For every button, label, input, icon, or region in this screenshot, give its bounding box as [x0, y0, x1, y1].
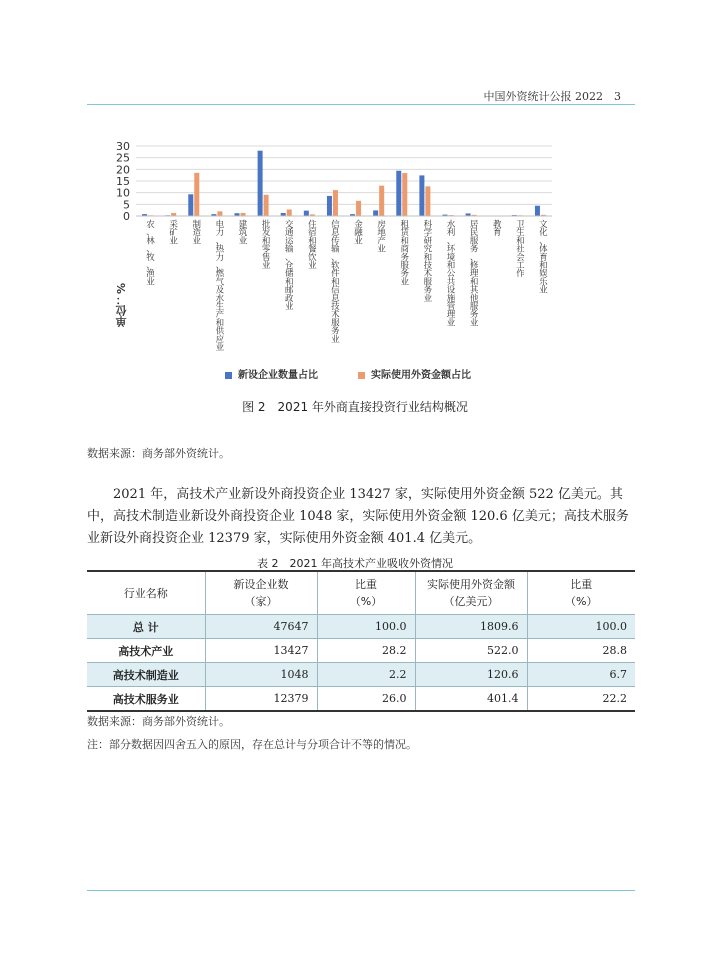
- category-label: 租赁和商务服务业: [400, 220, 410, 288]
- table-header-cell: 比重 （%）: [317, 571, 415, 615]
- table-cell: 28.8: [527, 639, 635, 663]
- footer-rule: [87, 890, 635, 891]
- figure-caption: 图 2 2021 年外商直接投资行业结构概况: [242, 400, 468, 414]
- bar-fdi-amount: [333, 190, 338, 216]
- table-cell-industry: 总 计: [87, 615, 205, 639]
- y-tick-label: 5: [123, 198, 130, 212]
- category-label: 金融业: [354, 220, 363, 247]
- bar-new-firms: [188, 194, 193, 216]
- category-label: 制造业: [192, 220, 202, 247]
- bar-fdi-amount: [425, 186, 430, 216]
- table-note: 注：部分数据因四舍五入的原因，存在总计与分项合计不等的情况。: [87, 738, 417, 751]
- category-label: 采矿业: [169, 220, 178, 247]
- table-cell: 12379: [205, 687, 317, 712]
- category-label: 农、林、牧、渔业: [146, 220, 155, 288]
- table-cell-industry: 高技术服务业: [87, 687, 205, 712]
- page-number: 3: [614, 90, 621, 103]
- table-row: [87, 663, 635, 687]
- table-cell: 13427: [205, 639, 317, 663]
- table-row: [87, 639, 635, 663]
- bar-new-firms: [396, 171, 401, 216]
- category-label: 居民服务、修理和其他服务业: [469, 220, 479, 329]
- category-label: 建筑业: [238, 220, 248, 247]
- table-header-cell: 行业名称: [87, 571, 205, 615]
- y-tick-label: 10: [116, 186, 130, 200]
- bar-fdi-amount: [287, 209, 292, 216]
- figure-source: 数据来源：商务部外资统计。: [87, 447, 230, 460]
- table-cell: 522.0: [415, 639, 527, 663]
- bar-fdi-amount: [379, 186, 384, 216]
- legend-item-new-firms: 新设企业数量占比: [225, 366, 318, 381]
- table-cell: 1809.6: [415, 615, 527, 639]
- bar-new-firms: [419, 175, 424, 216]
- table-cell: 2.2: [317, 663, 415, 687]
- legend-swatch-orange: [358, 372, 365, 379]
- bar-fdi-amount: [356, 201, 361, 216]
- bar-fdi-amount: [217, 211, 222, 216]
- category-label: 水利、环境和公共设施管理业: [446, 220, 456, 329]
- category-label: 文化、体育和娱乐业: [539, 220, 548, 296]
- category-label: 电力、热力、燃气及水生产和供应业: [215, 220, 225, 353]
- table-cell: 1048: [205, 663, 317, 687]
- body-paragraph: 2021 年，高技术产业新设外商投资企业 13427 家，实际使用外资金额 522 亿美元。其中，高技术制造业新设外商投资企业 1048 家，实际使用外资金额 120.6 亿美元；高技术服务业新设外商投资企业 12379 家，实际使用外资金额 401.4 亿美元。: [87, 487, 629, 546]
- y-tick-label: 15: [116, 175, 130, 188]
- category-label: 房地产业: [377, 220, 386, 255]
- legend-swatch-blue: [225, 372, 232, 379]
- y-tick-label: 25: [116, 151, 130, 165]
- high-tech-fdi-table: [87, 570, 635, 712]
- bar-new-firms: [304, 211, 309, 216]
- table-header-row: [87, 571, 635, 615]
- bar-fdi-amount: [264, 195, 269, 216]
- bar-new-firms: [535, 206, 540, 216]
- bar-fdi-amount: [194, 173, 199, 216]
- category-label: 科学研究和技术服务业: [423, 220, 433, 304]
- industry-structure-chart: [110, 128, 560, 386]
- table-cell: 47647: [205, 615, 317, 639]
- header-title: 中国外资统计公报 2022 3: [483, 90, 621, 103]
- y-tick-label: 20: [116, 163, 130, 177]
- table-row: [87, 615, 635, 639]
- table-source: 数据来源：商务部外资统计。: [87, 715, 230, 728]
- category-label: 卫生和社会工作: [516, 220, 525, 280]
- category-label: 交通运输、仓储和邮政业: [284, 220, 294, 312]
- page-header: [87, 80, 635, 104]
- chart-svg: [110, 128, 560, 386]
- table-cell: 100.0: [317, 615, 415, 639]
- table-title: 表 2 2021 年高技术产业吸收外资情况: [257, 557, 453, 570]
- table-cell-industry: 高技术产业: [87, 639, 205, 663]
- table-cell: 401.4: [415, 687, 527, 712]
- legend-item-fdi-amount: 实际使用外资金额占比: [358, 366, 471, 381]
- chart-ylabel: 单位：%: [115, 283, 128, 328]
- category-label: 教育: [492, 220, 502, 239]
- table-header-cell: 实际使用外资金额 （亿美元）: [415, 571, 527, 615]
- bar-fdi-amount: [402, 173, 407, 216]
- category-label: 批发和零售业: [261, 220, 271, 271]
- table-cell: 26.0: [317, 687, 415, 712]
- table-row: [87, 687, 635, 712]
- bar-new-firms: [258, 151, 263, 216]
- header-rule: [87, 104, 635, 105]
- table-cell-industry: 高技术制造业: [87, 663, 205, 687]
- y-tick-label: 0: [123, 210, 130, 223]
- bar-new-firms: [327, 196, 332, 216]
- category-label: 信息传输、软件和信息技术服务业: [331, 220, 340, 345]
- table-cell: 6.7: [527, 663, 635, 687]
- table-header-cell: 新设企业数 （家）: [205, 571, 317, 615]
- table-cell: 120.6: [415, 663, 527, 687]
- table-cell: 28.2: [317, 639, 415, 663]
- category-label: 住宿和餐饮业: [308, 220, 317, 271]
- table-cell: 100.0: [527, 615, 635, 639]
- bar-new-firms: [373, 210, 378, 216]
- table-header-cell: 比重 （%）: [527, 571, 635, 615]
- y-tick-label: 30: [116, 140, 130, 153]
- table-cell: 22.2: [527, 687, 635, 712]
